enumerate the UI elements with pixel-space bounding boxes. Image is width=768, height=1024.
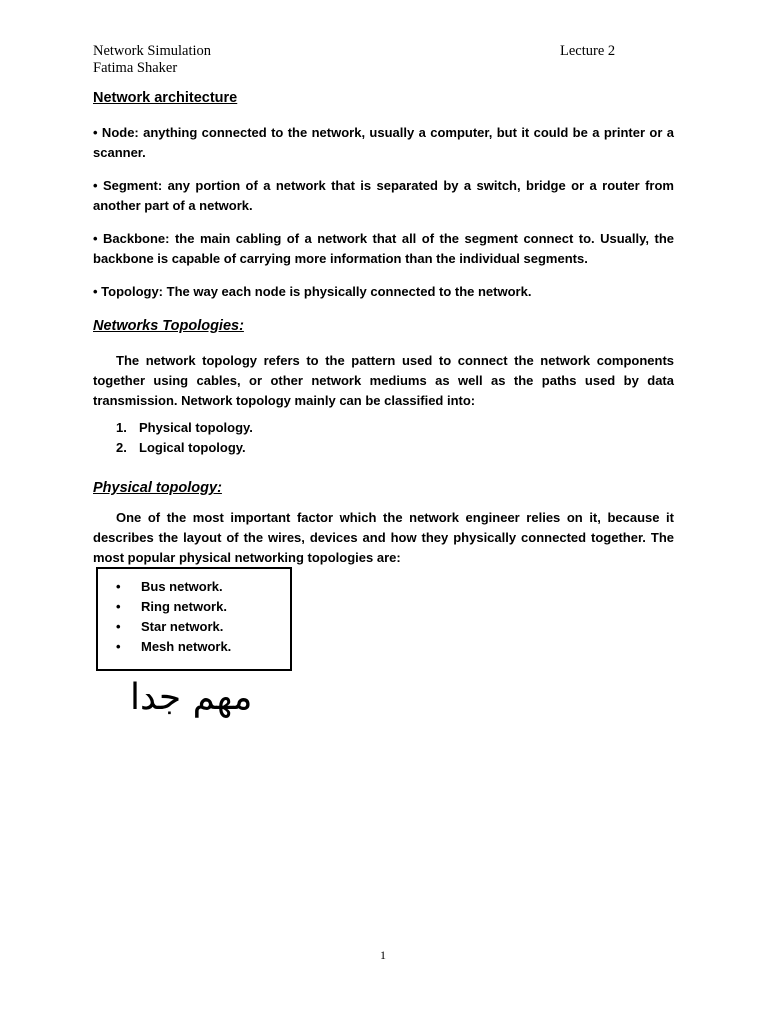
heading-networks-topologies: Networks Topologies: — [93, 318, 244, 334]
list-item: • Star network. — [116, 619, 224, 634]
list-item: • Bus network. — [116, 579, 223, 594]
page-number: 1 — [380, 948, 386, 962]
definition-topology: • Topology: The way each node is physically connected to the network. — [93, 284, 532, 299]
physical-topology-intro: One of the most important factor which the network engineer relies on it, because it describes the layout of the wires, devices and how they physically connected together. The most popular physical networking topologies are: — [93, 510, 674, 565]
heading-network-architecture: Network architecture — [93, 90, 238, 106]
header-course: Network Simulation — [93, 43, 212, 59]
topology-classes-list — [116, 418, 253, 458]
heading-physical-topology: Physical topology: — [93, 480, 222, 496]
handwritten-note: مهم جدا — [130, 677, 253, 718]
header-lecture: Lecture 2 — [560, 43, 616, 59]
list-item: • Ring network. — [116, 599, 227, 614]
list-item: • Mesh network. — [116, 639, 232, 654]
definition-segment: • Segment: any portion of a network that is separated by a switch, bridge or a router from another part of a network. — [93, 178, 674, 213]
topologies-intro: The network topology refers to the pattern used to connect the network components together using cables, or other network mediums as well as the paths used by data transmission. Network topology mainly can be classified into: — [93, 353, 674, 408]
list-item: 2. Logical topology. — [116, 440, 246, 455]
definition-backbone: • Backbone: the main cabling of a network that all of the segment connect to. Usually, the backbone is capable of carrying more information than the individual segments. — [93, 231, 674, 266]
header-author: Fatima Shaker — [93, 60, 178, 76]
physical-topologies-list — [116, 577, 231, 657]
definition-node: • Node: anything connected to the network, usually a computer, but it could be a printer or a scanner. — [93, 125, 674, 160]
topologies-box — [96, 567, 292, 671]
list-item: 1. Physical topology. — [116, 420, 253, 435]
